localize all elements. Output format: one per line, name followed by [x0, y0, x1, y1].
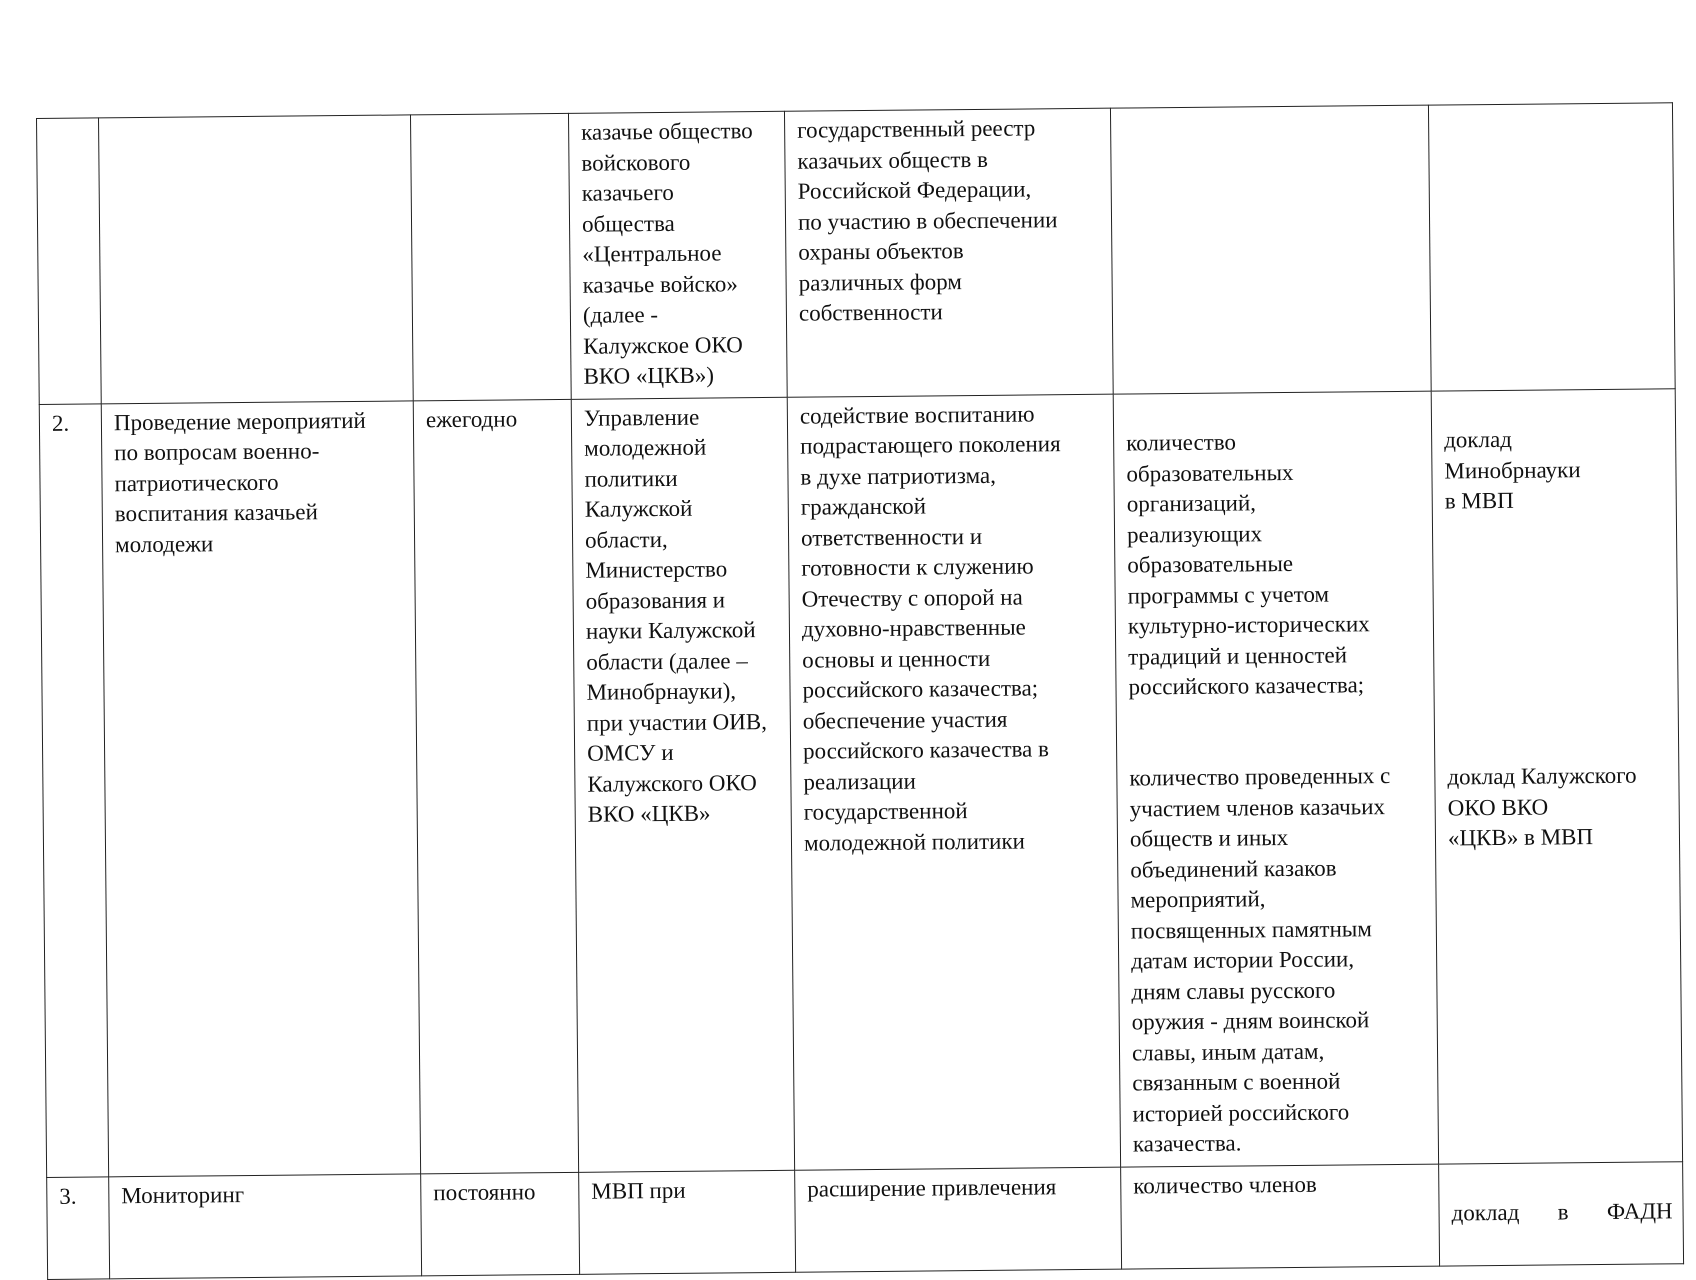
- indicator-text-1: количество образовательных организаций, реализующих образовательные программы с учетом культурно-исторических традиций и ценностей российского казачества;: [1126, 429, 1370, 700]
- cell-term: ежегодно: [413, 399, 578, 1173]
- report-text-1: доклад Минобрнауки в МВП: [1444, 426, 1581, 514]
- cell-responsible: казачье общество войскового казачьего общества «Центральное казачье войско» (далее - Калужское ОКО ВКО «ЦКВ»): [568, 111, 787, 399]
- cell-number: 3.: [47, 1176, 110, 1279]
- cell-term: постоянно: [421, 1172, 580, 1276]
- cell-name: [99, 115, 414, 403]
- table-row-continued: [37, 103, 1676, 404]
- cell-number: 2.: [39, 403, 108, 1177]
- cell-indicator: [1113, 391, 1438, 1167]
- cell-goal: расширение привлечения: [795, 1167, 1122, 1273]
- cell-indicator: [1110, 105, 1431, 394]
- report-word: ФАДН: [1606, 1198, 1673, 1224]
- cell-report: [1428, 103, 1675, 391]
- report-line: [1451, 1196, 1672, 1229]
- cell-name: Мониторинг: [109, 1173, 422, 1278]
- cell-report: [1431, 388, 1682, 1163]
- report-word: доклад: [1451, 1199, 1520, 1226]
- cell-name: Проведение мероприятий по вопросам военно- патриотического воспитания казачьей молодежи: [101, 400, 420, 1176]
- paragraph-gap: [1129, 700, 1424, 733]
- cell-goal: содействие воспитанию подрастающего поколения в духе патриотизма, гражданской ответственности и готовности к служению Отечеству с опорой на духовно-нравственные основы и ценности российского казачества; обеспечение участия российского казачества в реализации государственной молодежной политики: [787, 394, 1120, 1170]
- cell-indicator: количество членов: [1121, 1164, 1440, 1270]
- cell-responsible: МВП при: [579, 1170, 796, 1275]
- paragraph-gap: [1445, 515, 1668, 732]
- report-word: в: [1557, 1199, 1569, 1225]
- cell-responsible: Управление молодежной политики Калужской области, Министерство образования и науки Калужской области (далее – Минобрнауки), при участии ОИВ, ОМСУ и Калужского ОКО ВКО «ЦКВ»: [571, 397, 794, 1172]
- cell-goal: государственный реестр казачьих обществ в Российской Федерации, по участию в обеспечении охраны объектов различных форм собственности: [784, 108, 1113, 397]
- report-text-2: доклад Калужского ОКО ВКО «ЦКВ» в МВП: [1447, 762, 1637, 851]
- cell-report: [1439, 1161, 1684, 1266]
- indicator-text-2: количество проведенных с участием членов казачьих обществ и иных объединений казаков мероприятий, посвященных памятным датам истории России, дням славы русского оружия - дням воинской славы, иным датам, связанным с военной историей российского казачества.: [1129, 763, 1391, 1157]
- cell-number: [37, 118, 102, 404]
- table-row-3: [47, 1161, 1684, 1279]
- cell-term: [410, 113, 571, 400]
- plan-table: [36, 102, 1684, 1280]
- table-row-2: [39, 388, 1682, 1177]
